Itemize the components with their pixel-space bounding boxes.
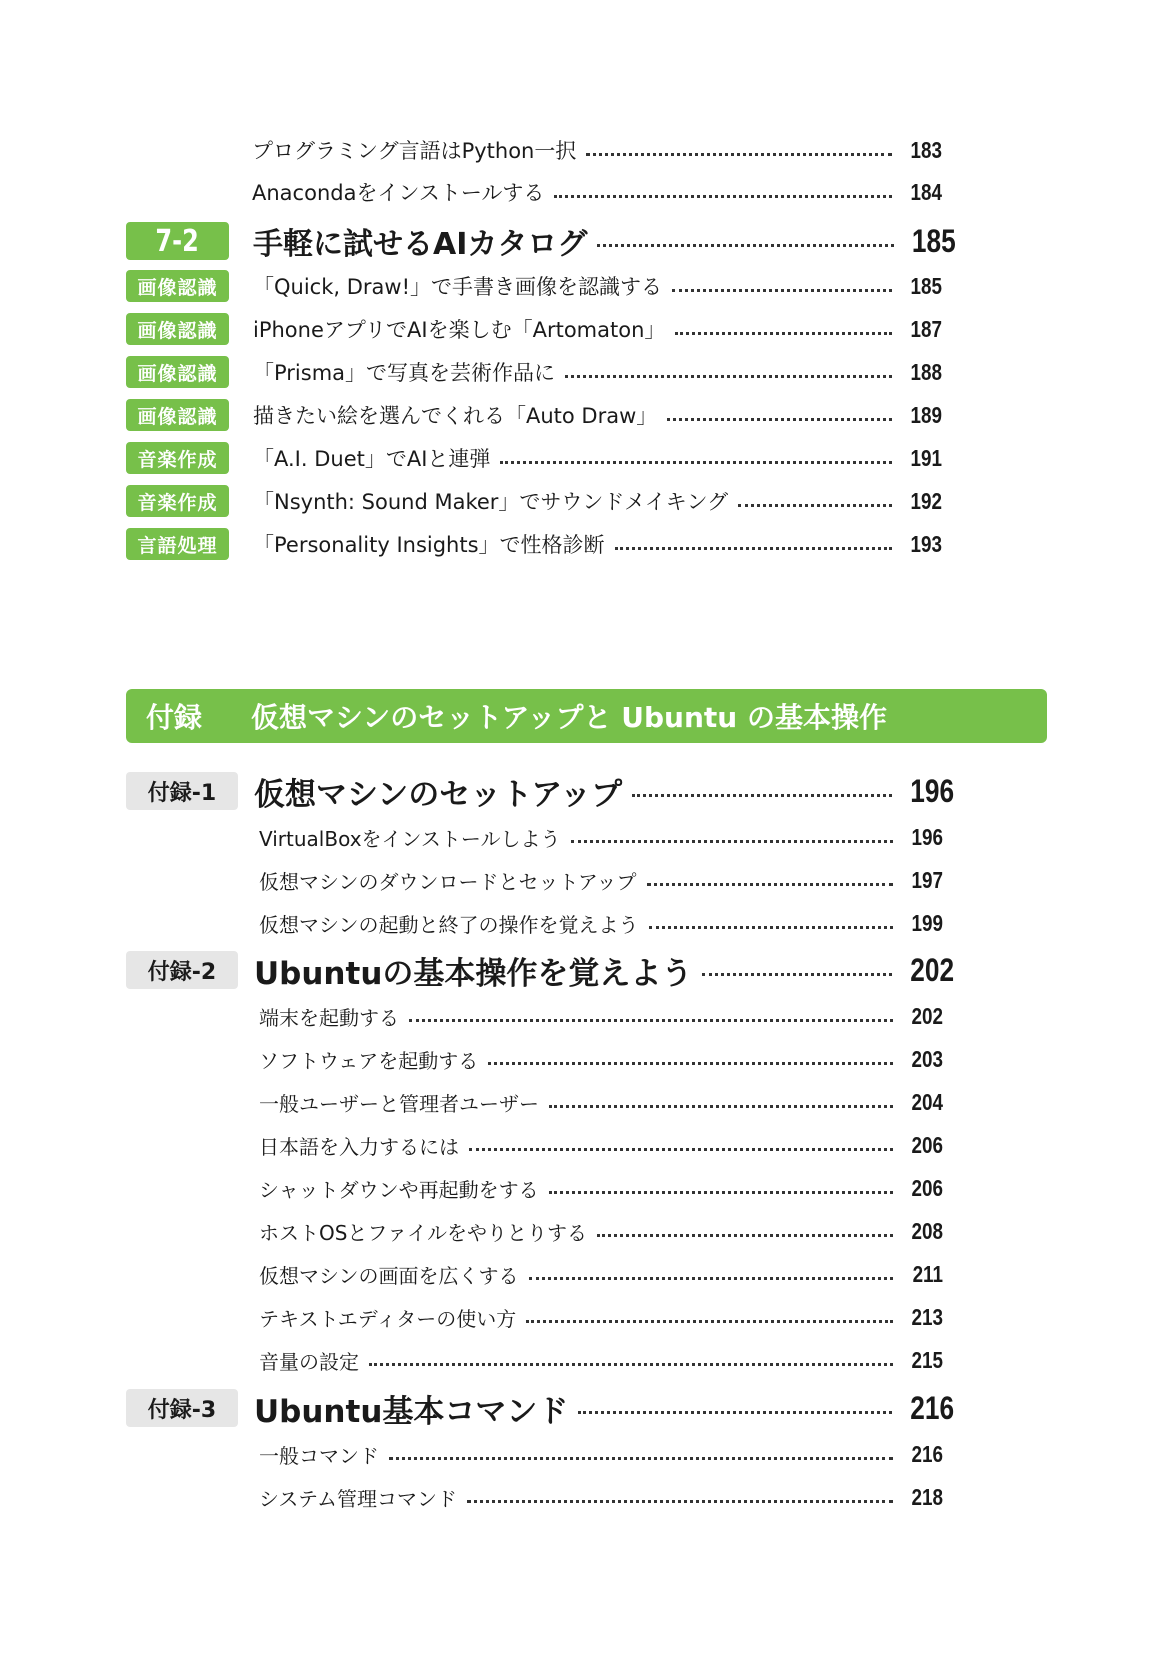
- category-tag: 言語処理: [126, 528, 229, 560]
- entry-page: 188: [910, 358, 942, 385]
- leader-dots: [369, 1363, 893, 1366]
- entry-page: 216: [911, 1440, 943, 1467]
- leader-dots: [586, 153, 892, 156]
- entry-page: 192: [910, 487, 942, 514]
- entry-page: 206: [911, 1131, 943, 1158]
- catalog-entry[interactable]: [126, 481, 942, 521]
- entry-page: 191: [910, 444, 942, 471]
- leader-dots: [597, 244, 894, 247]
- section-tag: 付録-1: [126, 772, 238, 810]
- entry-title: 「Quick, Draw!」で手書き画像を認識する: [253, 275, 662, 299]
- section-page: 196: [910, 772, 955, 809]
- entry-page: 183: [910, 136, 942, 163]
- section-heading-7-2[interactable]: [126, 221, 956, 262]
- section-title: 仮想マシンのセットアップ: [254, 776, 623, 813]
- section-heading-appendix-3[interactable]: [126, 1385, 955, 1431]
- toc-entry[interactable]: [259, 1434, 943, 1474]
- entry-page: 203: [911, 1045, 943, 1072]
- toc-entry[interactable]: [259, 1254, 943, 1294]
- category-tag: 画像認識: [126, 313, 229, 345]
- section-tag: 付録-3: [126, 1389, 238, 1427]
- catalog-entry[interactable]: [126, 309, 942, 349]
- entry-title: 音量の設定: [259, 1349, 359, 1374]
- section-heading-appendix-1[interactable]: [126, 768, 955, 814]
- catalog-entry[interactable]: [126, 395, 942, 435]
- entry-title: 仮想マシンの起動と終了の操作を覚えよう: [259, 912, 639, 937]
- entry-page: 197: [911, 866, 943, 893]
- entry-title: ホストOSとファイルをやりとりする: [259, 1220, 588, 1245]
- category-tag: 画像認識: [126, 399, 229, 431]
- leader-dots: [702, 973, 892, 976]
- toc-entry[interactable]: [259, 1125, 943, 1165]
- category-tag: 音楽作成: [126, 442, 229, 474]
- category-tag: 画像認識: [126, 270, 229, 302]
- entry-title: 描きたい絵を選んでくれる「Auto Draw」: [253, 404, 658, 428]
- leader-dots: [529, 1277, 894, 1280]
- toc-entry[interactable]: [259, 903, 943, 943]
- leader-dots: [549, 1105, 893, 1108]
- toc-entry[interactable]: [259, 1211, 943, 1251]
- entry-page: 189: [910, 401, 942, 428]
- entry-title: 「A.I. Duet」でAIと連弾: [253, 447, 491, 471]
- entry-page: 218: [911, 1483, 943, 1510]
- leader-dots: [571, 840, 893, 843]
- entry-title: シャットダウンや再起動をする: [259, 1177, 539, 1202]
- entry-page: 206: [911, 1174, 943, 1201]
- toc-entry[interactable]: [259, 860, 943, 900]
- toc-entry[interactable]: [259, 1297, 943, 1337]
- entry-page: 185: [910, 272, 942, 299]
- entry-page: 193: [910, 530, 942, 557]
- entry-title: テキストエディターの使い方: [259, 1306, 517, 1331]
- category-tag: 音楽作成: [126, 485, 229, 517]
- entry-title: 仮想マシンのダウンロードとセットアップ: [259, 869, 637, 894]
- leader-dots: [649, 926, 894, 929]
- section-page: 185: [911, 222, 956, 259]
- toc-entry[interactable]: [259, 1168, 943, 1208]
- entry-title: プログラミング言語はPython一択: [252, 139, 577, 163]
- leader-dots: [578, 1411, 892, 1414]
- toc-entry[interactable]: [259, 996, 943, 1036]
- entry-title: 一般コマンド: [259, 1443, 379, 1468]
- toc-entry[interactable]: [259, 1477, 943, 1517]
- leader-dots: [554, 195, 892, 198]
- section-heading-appendix-2[interactable]: [126, 947, 955, 993]
- entry-title: 仮想マシンの画面を広くする: [259, 1263, 519, 1288]
- entry-title: VirtualBoxをインストールしよう: [259, 826, 561, 851]
- toc-entry[interactable]: [259, 1340, 943, 1380]
- leader-dots: [667, 418, 892, 421]
- section-page: 202: [910, 951, 955, 988]
- entry-title: 一般ユーザーと管理者ユーザー: [259, 1091, 539, 1116]
- entry-page: 208: [911, 1217, 943, 1244]
- entry-title: 「Prisma」で写真を芸術作品に: [253, 361, 556, 385]
- entry-page: 199: [911, 909, 943, 936]
- section-tag: 付録-2: [126, 951, 238, 989]
- entry-page: 211: [912, 1260, 943, 1287]
- entry-page: 184: [910, 178, 942, 205]
- leader-dots: [549, 1191, 893, 1194]
- leader-dots: [675, 332, 892, 335]
- section-badge: 7-2: [126, 222, 229, 260]
- entry-title: 「Personality Insights」で性格診断: [253, 533, 605, 557]
- leader-dots: [500, 461, 892, 464]
- catalog-entry[interactable]: [126, 266, 942, 306]
- section-page: 216: [910, 1389, 955, 1426]
- leader-dots: [467, 1500, 893, 1503]
- leader-dots: [597, 1234, 893, 1237]
- category-tag: 画像認識: [126, 356, 229, 388]
- leader-dots: [488, 1062, 893, 1065]
- toc-entry[interactable]: [259, 817, 943, 857]
- leader-dots: [526, 1320, 893, 1323]
- section-title: 手軽に試せるAIカタログ: [253, 227, 588, 262]
- entry-title: 「Nsynth: Sound Maker」でサウンドメイキング: [253, 490, 729, 514]
- leader-dots: [672, 289, 892, 292]
- entry-page: 202: [911, 1002, 943, 1029]
- leader-dots: [469, 1148, 893, 1151]
- toc-entry[interactable]: [259, 1039, 943, 1079]
- entry-title: 端末を起動する: [259, 1005, 399, 1030]
- leader-dots: [565, 375, 892, 378]
- appendix-banner[interactable]: [126, 689, 1047, 743]
- entry-title: システム管理コマンド: [259, 1486, 457, 1511]
- section-title: Ubuntu基本コマンド: [254, 1393, 569, 1430]
- toc-entry[interactable]: [259, 1082, 943, 1122]
- catalog-entry[interactable]: [126, 352, 942, 392]
- entry-page: 215: [911, 1346, 943, 1373]
- appendix-label: 付録: [146, 701, 203, 734]
- entry-page: 196: [911, 823, 943, 850]
- toc-entry[interactable]: [252, 172, 942, 212]
- toc-entry[interactable]: [252, 130, 942, 170]
- entry-title: ソフトウェアを起動する: [259, 1048, 479, 1073]
- entry-page: 187: [910, 315, 942, 342]
- leader-dots: [615, 547, 892, 550]
- entry-page: 204: [911, 1088, 943, 1115]
- leader-dots: [389, 1457, 893, 1460]
- entry-title: 日本語を入力するには: [259, 1134, 459, 1159]
- leader-dots: [738, 504, 892, 507]
- appendix-title: 仮想マシンのセットアップと Ubuntu の基本操作: [251, 701, 887, 734]
- section-title: Ubuntuの基本操作を覚えよう: [254, 955, 693, 992]
- leader-dots: [647, 883, 894, 886]
- catalog-entry[interactable]: [126, 524, 942, 564]
- entry-page: 213: [911, 1303, 943, 1330]
- catalog-entry[interactable]: [126, 438, 942, 478]
- leader-dots: [409, 1019, 893, 1022]
- entry-title: Anacondaをインストールする: [252, 181, 545, 205]
- entry-title: iPhoneアプリでAIを楽しむ「Artomaton」: [253, 318, 666, 342]
- leader-dots: [632, 794, 892, 797]
